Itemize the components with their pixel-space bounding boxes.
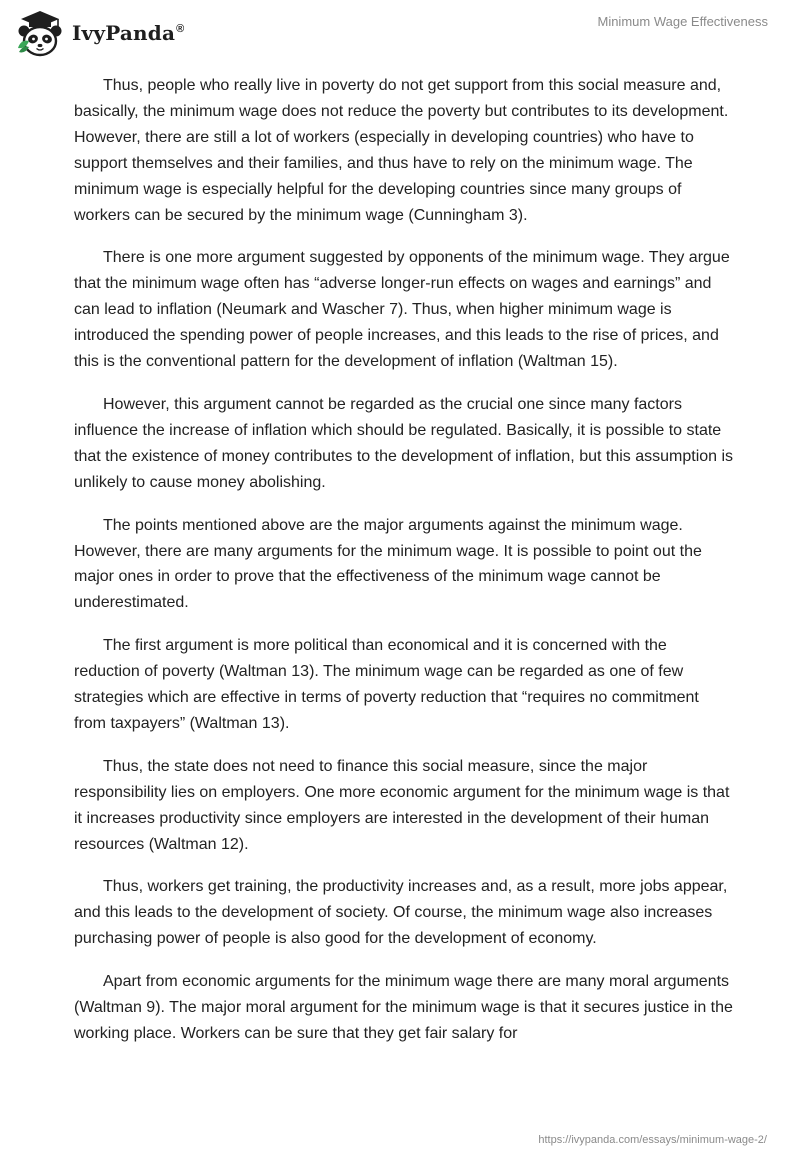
paragraph: There is one more argument suggested by opponents of the minimum wage. They argue that the minimum wage often has “adverse longer-run effects on wages and earnings” and can lead to inflation (Neumark and Wascher 7). Thus, when higher minimum wage is introduced the spending power of people increases, and this leads to the rise of prices, and this is the conventional pattern for the development of inflation (Waltman 15).	[74, 249, 730, 371]
brand-logo[interactable]	[14, 8, 184, 58]
brand-name-text: IvyPanda	[72, 21, 176, 45]
panda-graduate-icon	[14, 8, 66, 58]
brand-name	[72, 21, 184, 45]
document-title: Minimum Wage Effectiveness	[597, 14, 768, 29]
registered-mark: ®	[176, 23, 185, 36]
source-url[interactable]: https://ivypanda.com/essays/minimum-wage-2/	[538, 1134, 767, 1146]
paragraph: Thus, people who really live in poverty do not get support from this social measure and, basically, the minimum wage does not reduce the poverty but contributes to its development. However, there are still a lot of workers (especially in developing countries) who have to support themselves and their families, and thus have to rely on the minimum wage. The minimum wage is especially helpful for the developing countries since many groups of workers can be secured by the minimum wage (Cunningham 3).	[74, 77, 729, 224]
paragraph: Thus, the state does not need to finance this social measure, since the major responsibility lies on employers. One more economic argument for the minimum wage is that it increases productivity since employers are interested in the development of their human resources (Waltman 12).	[74, 757, 730, 853]
paragraph: The points mentioned above are the major arguments against the minimum wage. However, there are many arguments for the minimum wage. It is possible to point out the major ones in order to prove that the effectiveness of the minimum wage cannot be underestimated.	[74, 516, 702, 612]
paragraph: However, this argument cannot be regarded as the crucial one since many factors influence the increase of inflation which should be regulated. Basically, it is possible to state that the existence of money contributes to the development of inflation, but this assumption is unlikely to cause money abolishing.	[74, 395, 734, 491]
paragraph: Thus, workers get training, the productivity increases and, as a result, more jobs appear, and this leads to the development of society. Of course, the minimum wage also increases purchasing power of people is also good for the development of economy.	[74, 878, 728, 948]
paragraph: Apart from economic arguments for the minimum wage there are many moral arguments (Waltman 9). The major moral argument for the minimum wage is that it secures justice in the working place. Workers can be sure that they get fair salary for	[74, 973, 733, 1042]
essay-body	[74, 73, 734, 1064]
paragraph: The first argument is more political than economical and it is concerned with the reduction of poverty (Waltman 13). The minimum wage can be regarded as one of few strategies which are effective in terms of poverty reduction that “requires no commitment from taxpayers” (Waltman 13).	[74, 637, 699, 732]
page-header	[0, 0, 800, 70]
